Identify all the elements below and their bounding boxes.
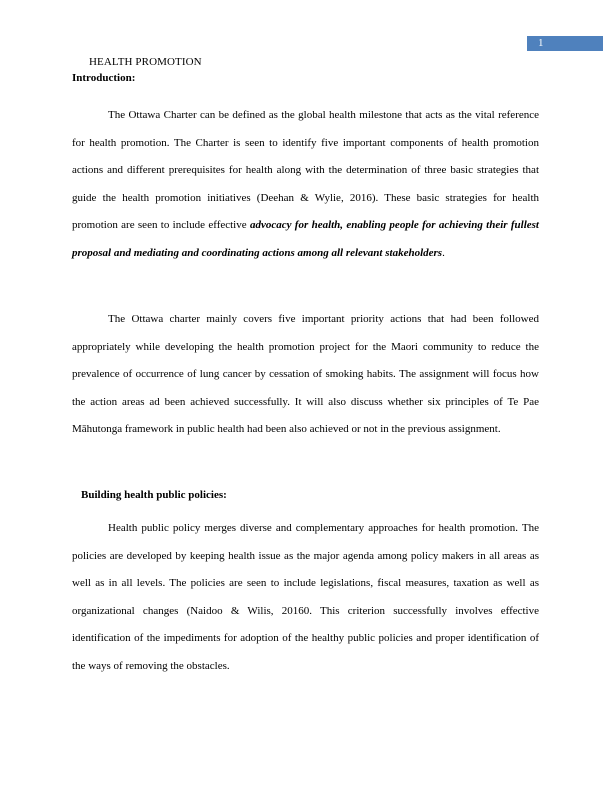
introduction-heading: Introduction: [72, 72, 136, 84]
emphasized-strategies: advocacy for health, enabling people for achieving their fullest proposal and mediating and coordinating actions among all relevant stakeholders [72, 219, 539, 259]
introduction-paragraph-1 [72, 102, 539, 268]
paragraph-text: The Ottawa Charter can be defined as the global health milestone that acts as the vital reference for health promotion. The Charter is seen to identify five important components of health promotion actions and different prerequisites for health along with the determination of three basic strategies that guide the health promotion initiatives (Deehan & Wylie, 2016). These basic strategies for health promotion are seen to include effective [72, 109, 539, 232]
building-policies-heading: Building health public policies: [81, 489, 227, 501]
paragraph-end: . [442, 246, 445, 259]
introduction-paragraph-2: The Ottawa charter mainly covers five important priority actions that had been followed appropriately while developing the health promotion project for the Maori community to reduce the prevalence of occurrence of lung cancer by cessation of smoking habits. The assignment will focus how the action areas ad been achieved successfully. It will also discuss whether six principles of Te Pae Māhutonga framework in public health had been also achieved or not in the previous assignment. [72, 313, 539, 436]
running-head: HEALTH PROMOTION [89, 56, 202, 68]
page-number: 1 [538, 37, 544, 49]
page-number-badge [527, 36, 603, 51]
building-policies-paragraph: Health public policy merges diverse and complementary approaches for health promotion. The policies are developed by keeping health issue as the major agenda among policy makers in all areas as well as in all levels. The policies are seen to include legislations, fiscal measures, taxation as well as organizational changes (Naidoo & Wilis, 20160. This criterion successfully involves effective identification of the impediments for adoption of the healthy public policies and proper identification of the ways of removing the obstacles. [72, 522, 539, 672]
